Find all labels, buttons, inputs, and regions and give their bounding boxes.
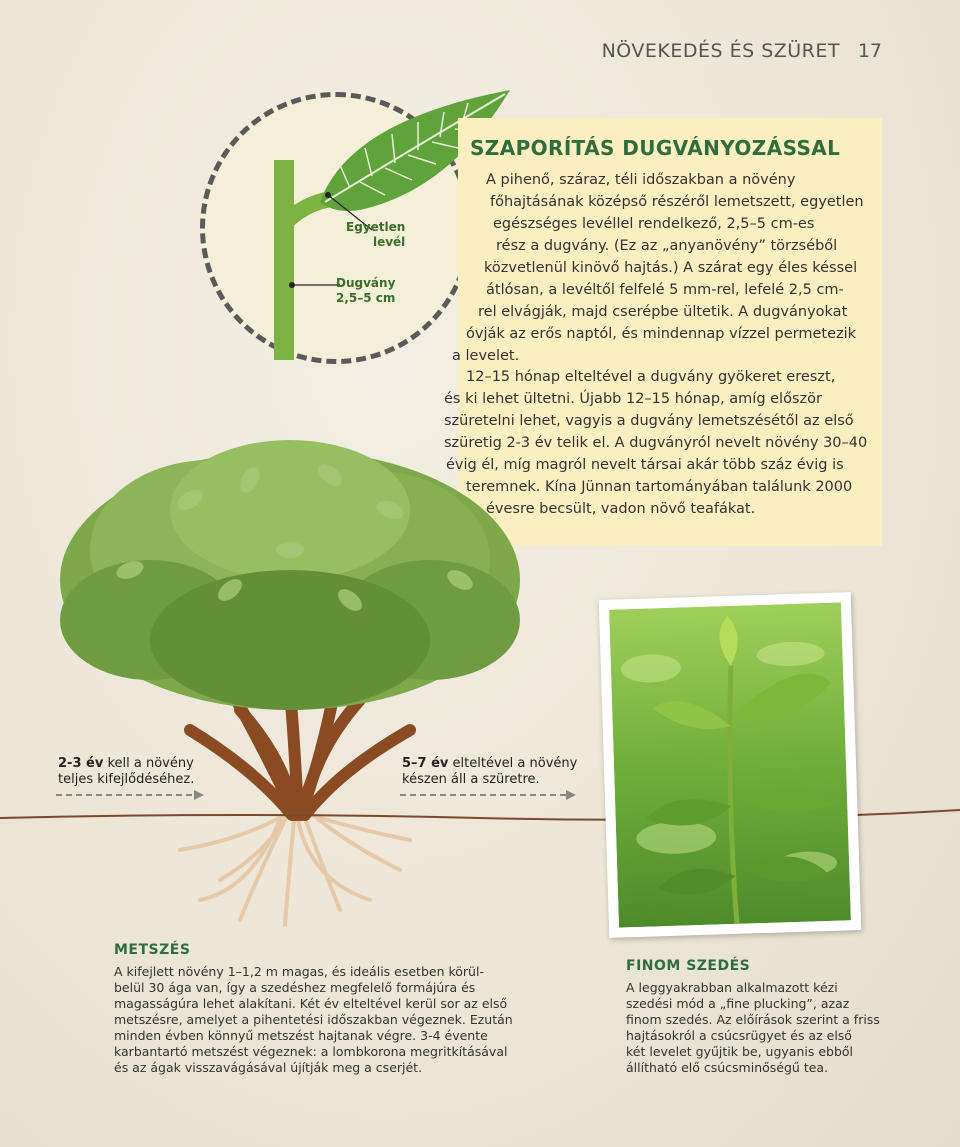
tea-shoot-photo [599,592,861,938]
tea-bush-illustration [40,430,540,930]
pruning-title: METSZÉS [114,942,191,958]
caption-5-7-years: 5–7 év elteltével a növény készen áll a szüretre. [402,756,578,787]
page-number: 17 [857,40,882,62]
bush-foliage [60,440,520,710]
tea-shoot-image [609,602,851,927]
fine-plucking-title: FINOM SZEDÉS [626,958,751,974]
propagation-title: SZAPORÍTÁS DUGVÁNYOZÁSSAL [470,136,841,160]
arrow-right [400,788,578,802]
leaf-label: Egyetlen levél [346,220,406,249]
cutting-label: Dugvány 2,5–5 cm [336,276,396,305]
arrow-left [56,788,206,802]
running-head: NÖVEKEDÉS ÉS SZÜRET [601,40,840,62]
caption-2-3-years: 2-3 év kell a növény teljes kifejlődéséhez. [58,756,195,787]
page: NÖVEKEDÉS ÉS SZÜRET 17 Egyetlen levél Dugvány 2,5–5 cm SZAPORÍTÁS DUGVÁNYOZÁSSAL A pihenő, száraz, téli időszakban a növény főhajtásának középső részéről lemetszett, egyetlen egészséges levéllel rendelkező, 2,5–5 cm-es rész a dugvány. (Ez az „anyanövény” törzséből közvetlenül kinövő hajtás.) A szárat egy éles késsel átlósan, a levéltől felfelé 5 mm-rel, lefelé 2,5 cm- rel elvágják, majd cserépbe ültetik. A dugványokat óvják az erős naptól, és mindennap vízzel permetezik a levelet. 12–15 hónap elteltével a dugvány gyökeret ereszt, és ki lehet ültetni. Újabb 12–15 hónap, amíg először szüretelni lehet, vagyis a dugvány lemetszésétől az első szüretig 2-3 év telik el. A dugványról nevelt növény 30–40 évig él, míg magról nevelt társai akár több száz évig is teremnek. Kína Jünnan tartományában találunk 2000 évesre becsült, vadon növő teafákat. 2-3 év kell a növény teljes kifejlődéséhez. 5–7 év elteltével a növény készen áll a szüretre. METSZÉS A kifejlett növény 1–1,2 m magas, és ideális esetben körül- belül 30 ága van, így a szedéshez megfelelő formájúra és magasságúra lehet alakítani. Két év elteltével kerül sor az első metszésre, amelyet a pihentetési időszakban végeznek. Ezután minden évben könnyű metszést hajtanak végre. 3-4 évente karbantartó metszést végeznek: a lombkorona megritkításával és az ágak visszavágásával újítják meg a cserjét. FINOM SZEDÉS A leggyakrabban alkalmazott kézi szedési mód a „fine plucking”, azaz finom szedés. Az előírások szerint a friss hajtásokról a csúcsrügyet és az első két levelet gyűjtik be, ugyanis ebből állítható elő csúcsminőségű tea. [0,0,960,1147]
